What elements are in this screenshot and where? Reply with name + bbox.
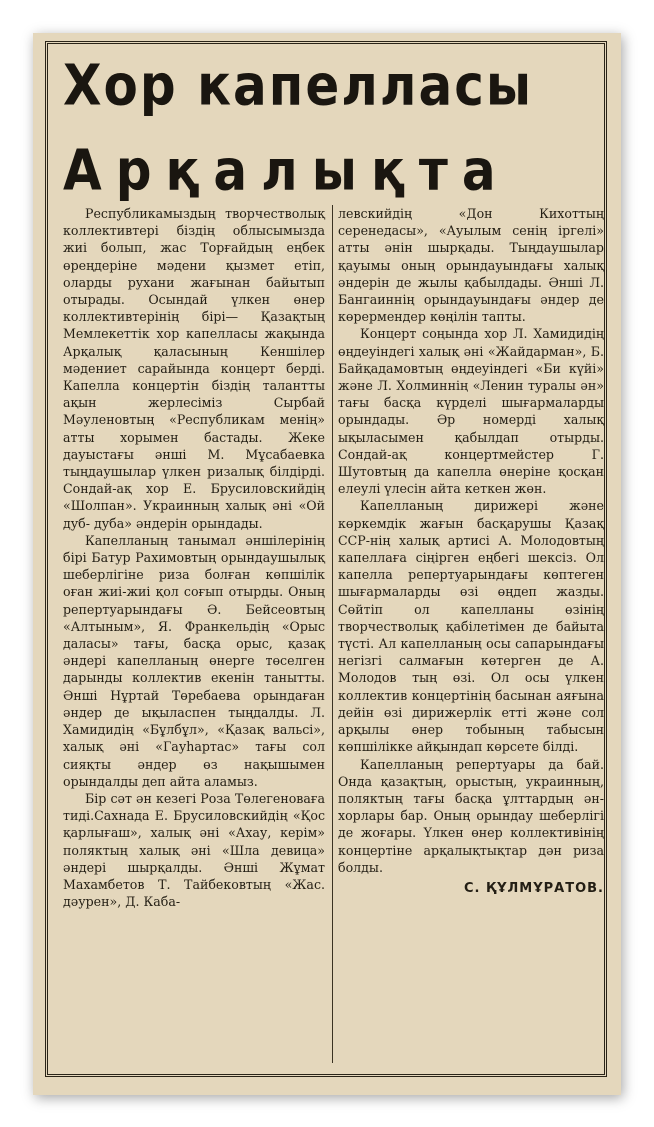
headline (63, 43, 603, 213)
paragraph: Концерт соңында хор Л. Хамидидің өңдеуіндегі халық әні «Жайдарман», Б. Байқадамовтың өңдеуіндегі «Би күйі» және Л. Холминнің «Ленин туралы ән» тағы басқа күрделі шығармаларды орындады. Әр номерді халық ықыласымен қабылдап отырды. Сондай-ақ концертмейстер Г. Шутовтың да капелла өнеріне қосқан елеулі үлесін айта кеткен жөн. (338, 326, 604, 497)
paragraph: левскийдің «Дон Кихоттың серенедасы», «Ауылым сенің іргелі» атты әнін шырқады. Тыңдаушылар қауымы оның орындауындағы халық әндерін де жылы қабылдады. Әнші Л. Бангаиннің орындауындағы әндер де көрермендер көңілін тапты. (338, 206, 604, 325)
headline-line-2: Арқалықта (63, 138, 510, 204)
newspaper-clipping (33, 33, 621, 1095)
author-signature: С. ҚҰЛМҰРАТОВ. (464, 880, 604, 896)
left-column (63, 205, 325, 910)
headline-line-1: Хор капелласы (63, 53, 534, 119)
paragraph: Республикамыздың творчестволық коллективтері біздің облысымызда жиі болып, жас Торғайдың еңбек өреңдеріне мәдени қызмет етіп, оларды рухани жағынан байытып отырады. Осындай үлкен өнер коллективтерінің бірі— Қазақтың Мемлекеттік хор капелласы жақында Арқалық қаласының Кеншілер мәдениет сарайында концерт берді. Капелла концертін біздің талантты ақын жерлесіміз Сырбай Мәуленовтың «Республикам менің» атты хорымен бастады. Жеке дауыстағы әнші М. Мұсабаевка тыңдаушылар үлкен ризалық білдірді. Сондай-ақ хор Е. Брусиловскийдің «Шолпан». Украинның халық әні «Ой дуб- дуба» әндерін орындады. (63, 206, 325, 531)
paragraph: Капелланың репертуары да бай. Онда қазақтың, орыстың, украинның, поляктың тағы басқа ұлттардың ән-хорлары бар. Оның орындау шеберлігі де жоғары. Үлкен өнер коллективінің концертіне арқалықтықтар дән риза болды. (338, 756, 604, 875)
paragraph: Капелланың дирижері және көркемдік жағын басқарушы Қазақ ССР-нің халық артисі А. Молодовтың капеллаға сіңірген еңбегі шексіз. Ол капелла репертуарындағы көптеген шығармаларды өзі өңдеп жазды. Сөйтіп ол капелланы өзінің творчестволық қабілетімен де байыта түсті. Ал капелланың осы сапарындағы негізгі салмағын көтерген де А. Молодов тың өзі. Ол осы үлкен коллектив концертінің басынан аяғына дейін өзі дирижерлік етті және сол арқылы өнер тобының табысын көпшілікке айқындап көрсете білді. (338, 498, 604, 755)
column-divider (332, 205, 333, 1063)
paragraph: Капелланың танымал әншілерінің бірі Батур Рахимовтың орындаушылық шеберлігіне риза болған көпшілік оған жиі-жиі қол соғып отырды. Оның репертуарындағы Ә. Бейсеовтың «Алтыным», Я. Франкельдің «Орыс даласы» тағы, басқа орыс, қазақ әндері капелланың өнерге төселген дарынды коллектив екенін танытты. Әнші Нұртай Төребаева орындаған әндер де ықыласпен тыңдалды. Л. Хамидидің «Бұлбұл», «Қазақ вальсі», халық әні «Гауһартас» тағы сол сияқты әндер өз нақышымен орындалды деп айта аламыз. (63, 532, 325, 789)
right-column (338, 205, 604, 897)
paragraph: Бір сәт ән кезегі Роза Төлегеновағa тиді.Сахнада Е. Брусиловскийдің «Қос қарлығаш», халық әні «Ахау, керім» поляктың халық әні «Шла девица» әндері шырқалды. Әнші Жұмат Махамбетов Т. Тайбековтың «Жас. дәурен», Д. Каба- (63, 790, 325, 910)
